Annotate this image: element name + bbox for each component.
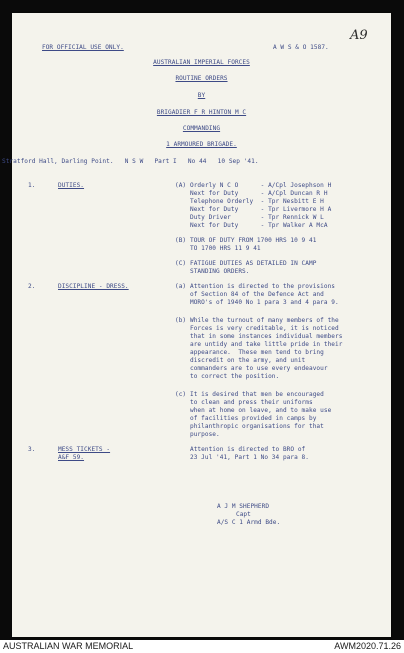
item-marker: (b) [175, 317, 187, 324]
section-title-discipline: DISCIPLINE - DRESS. [58, 283, 129, 290]
place-date-line: Stratford Hall, Darling Point. N S W Part I No 44 10 Sep '41. [2, 158, 259, 165]
paragraph-line: While the turnout of many members of the [190, 317, 339, 324]
paragraph-line: Forces is very creditable, it is noticed [190, 325, 339, 332]
paragraph-line: 23 Jul '41, Part 1 No 34 para 8. [190, 454, 309, 461]
paragraph-line: discredit on the army, and unit [190, 357, 306, 364]
heading-orders: ROUTINE ORDERS [175, 75, 228, 82]
paragraph-line: philanthropic organisations for that [190, 423, 324, 430]
paragraph-line: of facilities provided in camps by [190, 415, 317, 422]
classification-heading: FOR OFFICIAL USE ONLY. [42, 44, 124, 51]
section-number: 2. [28, 283, 36, 290]
paragraph-line: MORO's of 1940 No 1 para 3 and 4 para 9. [190, 299, 339, 306]
archive-footer [0, 640, 404, 653]
paragraph-line: commanders are to use every endeavour [190, 365, 328, 372]
paragraph-line: Attention is directed to the provisions [190, 283, 336, 290]
paragraph-line: STANDING ORDERS. [190, 268, 250, 275]
paragraph-line: are untidy and take little pride in their [190, 341, 343, 348]
form-reference: A W S & O 1587. [273, 44, 329, 51]
paragraph-line: when at home on leave, and to make use [190, 407, 332, 414]
section-number: 3. [28, 446, 36, 453]
paragraph-line: FATIGUE DUTIES AS DETAILED IN CAMP [190, 260, 317, 267]
duty-roster-line: Next for Duty - A/Cpl Duncan R H [190, 190, 328, 197]
paragraph-line: TO 1700 HRS 11 9 41 [190, 245, 261, 252]
heading-force: AUSTRALIAN IMPERIAL FORCES [153, 59, 250, 66]
section-number: 1. [28, 182, 36, 189]
signature-rank: Capt [236, 511, 251, 518]
footer-institution: AUSTRALIAN WAR MEMORIAL [3, 641, 134, 651]
paragraph-line: appearance. These men tend to bring [190, 349, 324, 356]
paragraph-line: Attention is directed to BRO of [190, 446, 306, 453]
paragraph-line: It is desired that men be encouraged [190, 391, 324, 398]
paragraph-line: that in some instances individual members [190, 333, 343, 340]
duty-roster-line: Telephone Orderly - Tpr Nesbitt E H [190, 198, 324, 205]
item-marker: (A) [175, 182, 187, 189]
handwritten-reference: A9 [350, 28, 368, 43]
paragraph-line: TOUR OF DUTY FROM 1700 HRS 10 9 41 [190, 237, 317, 244]
paragraph-line: of Section 84 of the Defence Act and [190, 291, 324, 298]
heading-commanding: COMMANDING [182, 125, 221, 132]
heading-commander: BRIGADIER F R HINTON M C [156, 109, 247, 116]
heading-brigade: 1 ARMOURED BRIGADE. [166, 141, 237, 148]
item-marker: (B) [175, 237, 187, 244]
signature-appointment: A/S C 1 Armd Bde. [217, 519, 281, 526]
duty-roster-line: Next for Duty - Tpr Livermore H A [190, 206, 332, 213]
section-title-mess-tickets: MESS TICKETS - [58, 446, 111, 453]
duty-roster-line: Next for Duty - Tpr Walker A McA [190, 222, 328, 229]
signature-name: A J M SHEPHERD [217, 503, 270, 510]
heading-by: BY [197, 92, 206, 99]
duty-roster-line: Duty Driver - Tpr Rennick W L [190, 214, 324, 221]
item-marker: (c) [175, 391, 187, 398]
document-page [2, 13, 391, 637]
paragraph-line: purpose. [190, 431, 220, 438]
item-marker: (C) [175, 260, 187, 267]
duty-roster-line: Orderly N C O - A/Cpl Josephson H [190, 182, 332, 189]
paragraph-line: to clean and press their uniforms [190, 399, 313, 406]
paragraph-line: to correct the position. [190, 373, 280, 380]
section-title-duties: DUTIES. [58, 182, 85, 189]
section-title-reference: A&F 59. [58, 454, 85, 461]
item-marker: (a) [175, 283, 187, 290]
footer-accession-number: AWM2020.71.26 [334, 641, 401, 651]
